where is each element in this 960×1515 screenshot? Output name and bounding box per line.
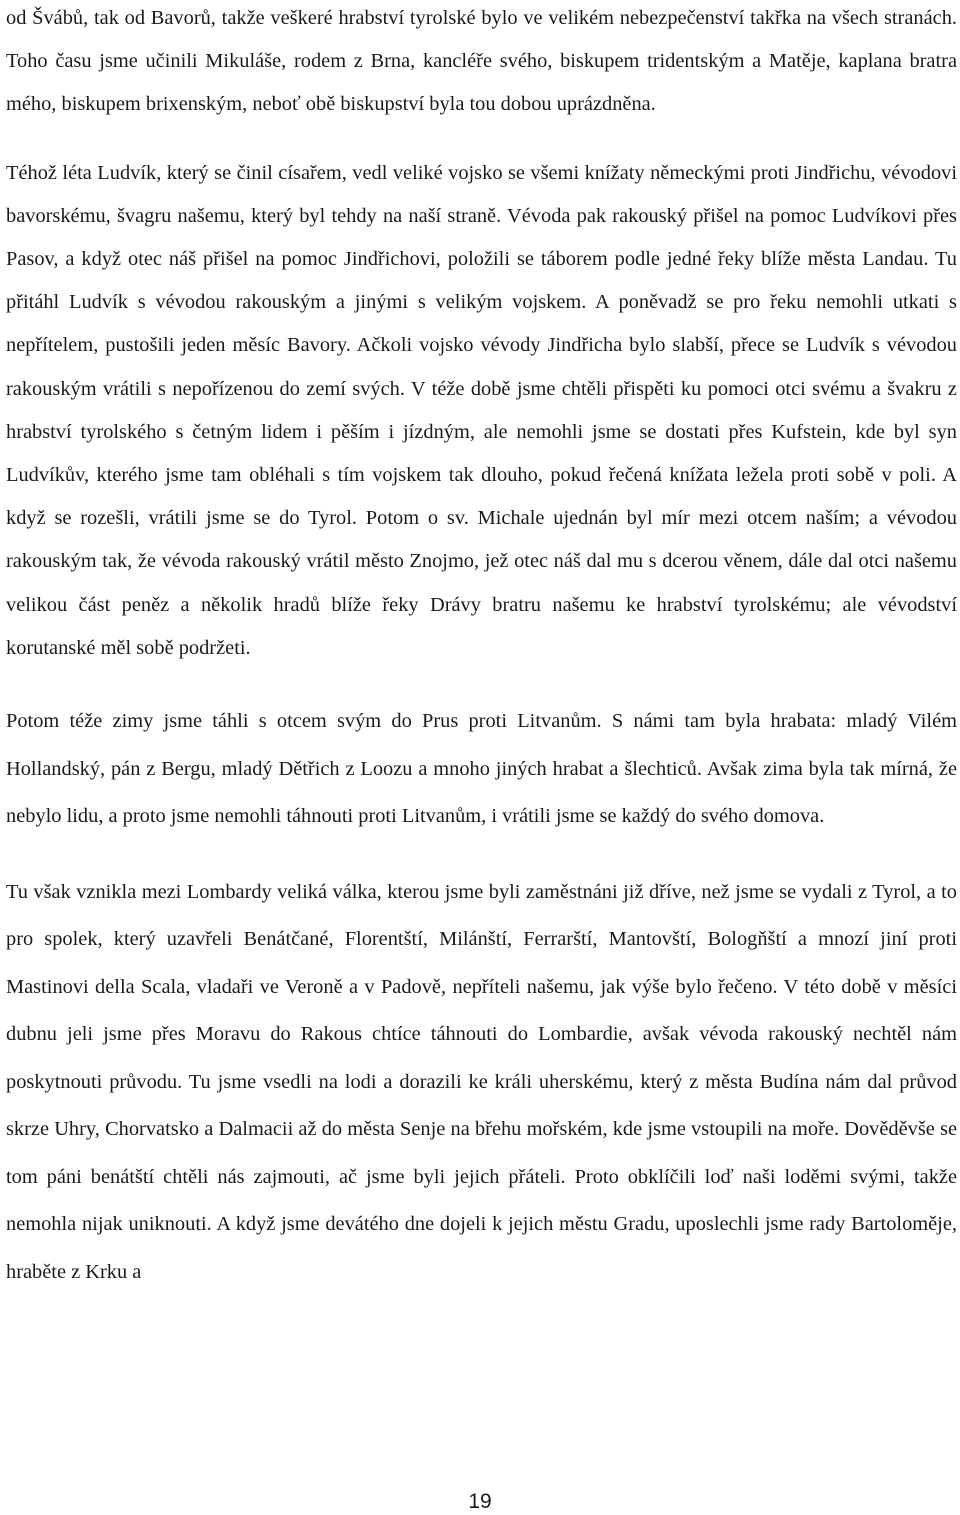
paragraph-3: Potom téže zimy jsme táhli s otcem svým do Prus proti Litvanům. S námi tam byla hrabata: mladý Vilém Hollandský, pán z Bergu, mladý Dětřich z Loozu a mnoho jiných hrabat a šlechticů. Avšak zima byla tak mírná, že nebylo lidu, a proto jsme nemohli táhnouti proti Litvanům, i vrátili jsme se každý do svého domova. — [6, 710, 957, 828]
paragraph-2: Téhož léta Ludvík, který se činil císařem, vedl veliké vojsko se všemi knížaty německými proti Jindřichu, vévodovi bavorskému, švagru našemu, který byl tehdy na naší straně. Vévoda pak rakouský přišel na pomoc Ludvíkovi přes Pasov, a když otec náš přišel na pomoc Jindřichovi, položili se táborem podle jedné řeky blíže města Landau. Tu přitáhl Ludvík s vévodou rakouským a jinými s velikým vojskem. A poněvadž se pro řeku nemohli utkati s nepřítelem, pustošili jeden měsíc Bavory. Ačkoli vojsko vévody Jindřicha bylo slabší, přece se Ludvík s vévodou rakouským vrátili s nepořízenou do zemí svých. V téže době jsme chtěli přispěti ku pomoci otci svému a švakru z hrabství tyrolského s četným lidem i pěším i jízdným, ale nemohli jsme se dostati přes Kufstein, kde byl syn Ludvíkův, kterého jsme tam obléhali s tím vojskem tak dlouho, pokud řečená knížata ležela proti sobě v poli. A když se rozešli, vrátili jsme se do Tyrol. Potom o sv. Michale ujednán byl mír mezi otcem naším; a vévodou rakouským tak, že vévoda rakouský vrátil město Znojmo, jež otec náš dal mu s dcerou věnem, dále dal otci našemu velikou část peněz a několik hradů blíže řeky Drávy bratru našemu ke hrabství tyrolskému; ale vévodství korutanské měl sobě podržeti. — [6, 161, 957, 659]
page-number: 19 — [468, 1490, 492, 1513]
paragraph-1: od Švábů, tak od Bavorů, takže veškeré hrabství tyrolské bylo ve velikém nebezpečenství takřka na všech stranách. Toho času jsme učinili Mikuláše, rodem z Brna, kancléře svého, biskupem tridentským a Matěje, kaplana bratra mého, biskupem brixenským, neboť obě biskupství byla tou dobou uprázdněna. — [6, 7, 957, 116]
paragraph-4: Tu však vznikla mezi Lombardy veliká válka, kterou jsme byli zaměstnáni již dříve, než jsme se vydali z Tyrol, a to pro spolek, který uzavřeli Benátčané, Florentští, Milánští, Ferrarští, Mantovští, Bologňští a mnozí jiní proti Mastinovi della Scala, vladaři ve Veroně a v Padově, nepříteli našemu, jak výše bylo řečeno. V této době v měsíci dubnu jeli jsme přes Moravu do Rakous chtíce táhnouti do Lombardie, avšak vévoda rakouský nechtěl nám poskytnouti průvodu. Tu jsme vsedli na lodi a dorazili ke králi uherskému, který z města Budína nám dal průvod skrze Uhry, Chorvatsko a Dalmacii až do města Senje na břehu mořském, kde jsme vstoupili na moře. Dověděvše se tom páni benátští chtěli nás zajmouti, ač jsme byli jejich přáteli. Proto obklíčili loď naši loděmi svými, takže nemohla nijak uniknouti. A když jsme devátého dne dojeli k jejich městu Gradu, uposlechli jsme rady Bartoloměje, hraběte z Krku a — [6, 880, 957, 1283]
document-page — [6, 0, 957, 1296]
